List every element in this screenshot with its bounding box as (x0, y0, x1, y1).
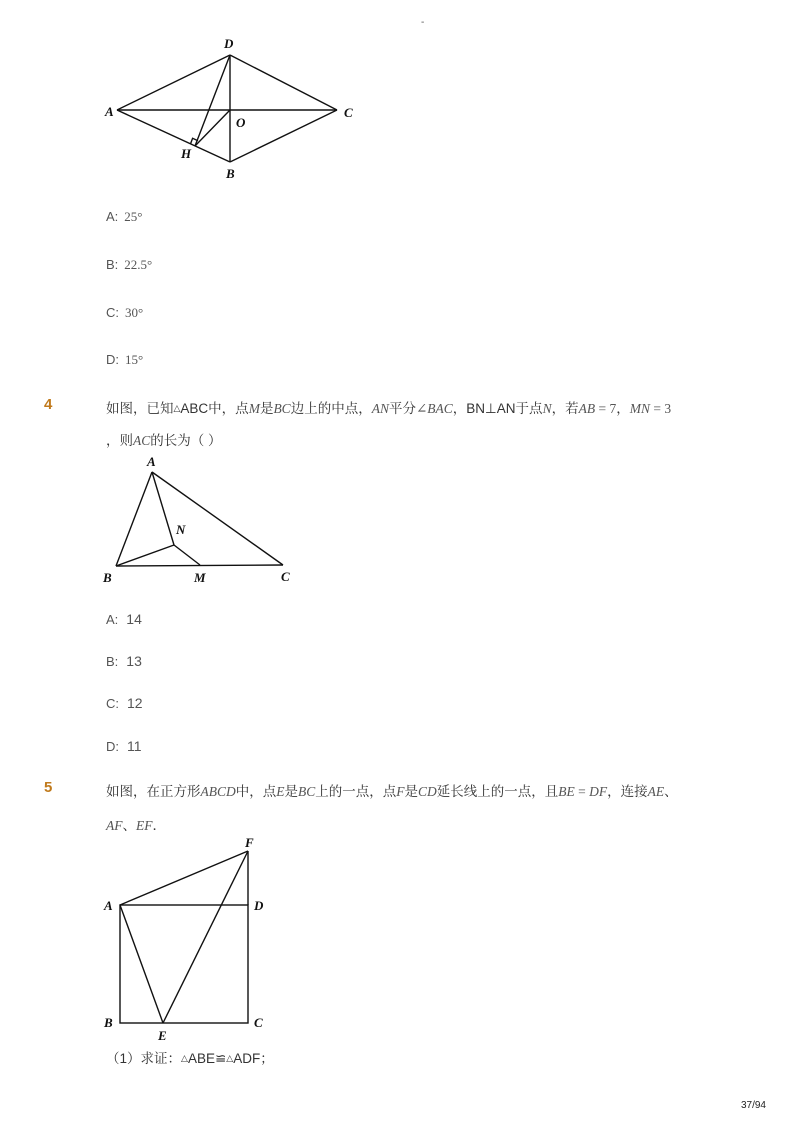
option-value: 14 (126, 611, 142, 627)
header-mark: - (421, 17, 425, 28)
q5-text-line1 (106, 780, 678, 800)
text: 是 (284, 784, 298, 799)
math: AB (578, 401, 596, 416)
q3-option-a (106, 209, 143, 225)
q3-option-c (106, 305, 143, 321)
math: ∠BAC (415, 401, 453, 416)
text: 是 (404, 784, 419, 799)
option-label: C: (106, 305, 119, 320)
math: BC (298, 784, 316, 799)
q3-option-d (106, 352, 143, 368)
text: ，若 (551, 401, 579, 416)
math: BC (273, 401, 291, 416)
option-value: 12 (127, 695, 143, 711)
math: E (276, 784, 285, 799)
text: 如图，在正方形 (106, 784, 201, 799)
option-value: 11 (127, 738, 142, 754)
text: ，则 (106, 433, 133, 448)
math: M (248, 401, 260, 416)
fig2-label-a: A (147, 454, 156, 469)
question-number: 5 (44, 779, 53, 796)
math: F (396, 784, 405, 799)
option-value: 22.5° (124, 257, 153, 272)
q4-text-line2 (106, 429, 222, 449)
math: BE (558, 784, 575, 799)
text: （1）求证： (106, 1051, 182, 1066)
fig3-label-a: A (104, 898, 113, 913)
triangle-symbol: △ (226, 1053, 234, 1063)
option-label: A: (106, 612, 119, 627)
text: 延长线上的一点，且 (436, 784, 559, 799)
q4-option-b (106, 653, 142, 669)
fig3-label-b: B (104, 1015, 113, 1030)
math: = (574, 784, 590, 799)
option-label: C: (106, 696, 119, 711)
q4-option-c (106, 695, 143, 711)
figure-triangle (100, 450, 310, 590)
math: AF (106, 818, 123, 833)
figure-rhombus (95, 30, 375, 190)
q3-option-b (106, 257, 152, 273)
q5-text-line2 (106, 814, 166, 834)
fig1-label-d: D (224, 36, 234, 51)
fig1-label-o: O (236, 115, 246, 130)
math: DF (589, 784, 608, 799)
option-label: A: (106, 209, 119, 224)
q4-option-a (106, 611, 142, 627)
text: 中，点 (235, 784, 277, 799)
fig2-label-b: B (103, 570, 112, 585)
text: 、 (664, 784, 678, 799)
fig2-label-c: C (281, 569, 290, 584)
fig2-label-m: M (194, 570, 206, 585)
fig1-label-h: H (181, 146, 192, 161)
option-label: D: (106, 739, 119, 754)
q5-sub1 (106, 1047, 274, 1067)
fig3-label-d: D (254, 898, 264, 913)
option-label: D: (106, 352, 119, 367)
math: MN (629, 401, 650, 416)
math: AN (371, 401, 389, 416)
fig1-label-a: A (105, 104, 114, 119)
question-number: 4 (44, 396, 53, 413)
text: 、 (122, 818, 136, 833)
figure-square (100, 835, 280, 1045)
math: ABCD (200, 784, 236, 799)
fig3-label-f: F (245, 835, 254, 850)
option-value: 13 (126, 653, 142, 669)
math: N (542, 401, 552, 416)
option-value: 15° (125, 352, 144, 367)
math: = 3 (649, 401, 672, 416)
math: AC (133, 433, 151, 448)
fig2-label-n: N (176, 522, 186, 537)
fig3-label-c: C (254, 1015, 263, 1030)
text: ． (152, 818, 166, 833)
triangle-symbol: △ (181, 1053, 188, 1063)
math: = 7 (595, 401, 617, 416)
option-value: 30° (125, 305, 144, 320)
math: EF (136, 818, 153, 833)
text: 上的一点，点 (315, 784, 397, 799)
fig1-label-b: B (226, 166, 235, 181)
math: CD (418, 784, 437, 799)
text: ， (616, 401, 630, 416)
option-label: B: (106, 654, 119, 669)
text: ，连接 (607, 784, 648, 799)
text: ABE≌ (187, 1051, 227, 1066)
text: 如图，已知 (106, 401, 174, 416)
fig1-label-c: C (344, 105, 353, 120)
option-value: 25° (124, 209, 143, 224)
q4-option-d (106, 738, 142, 754)
text: ABC中，点 (180, 401, 249, 416)
text: 平分 (388, 401, 416, 416)
text: 边上的中点， (290, 401, 372, 416)
fig3-label-e: E (158, 1028, 167, 1043)
text: 是 (259, 401, 274, 416)
option-label: B: (106, 257, 119, 272)
text: 的长为（ ） (150, 433, 222, 448)
triangle-symbol: △ (173, 403, 181, 413)
text: ，BN⊥AN于点 (452, 401, 543, 416)
q4-text-line1 (106, 397, 671, 417)
math: AE (647, 784, 665, 799)
page-number: 37/94 (740, 1100, 766, 1111)
text: ADF； (233, 1051, 274, 1066)
